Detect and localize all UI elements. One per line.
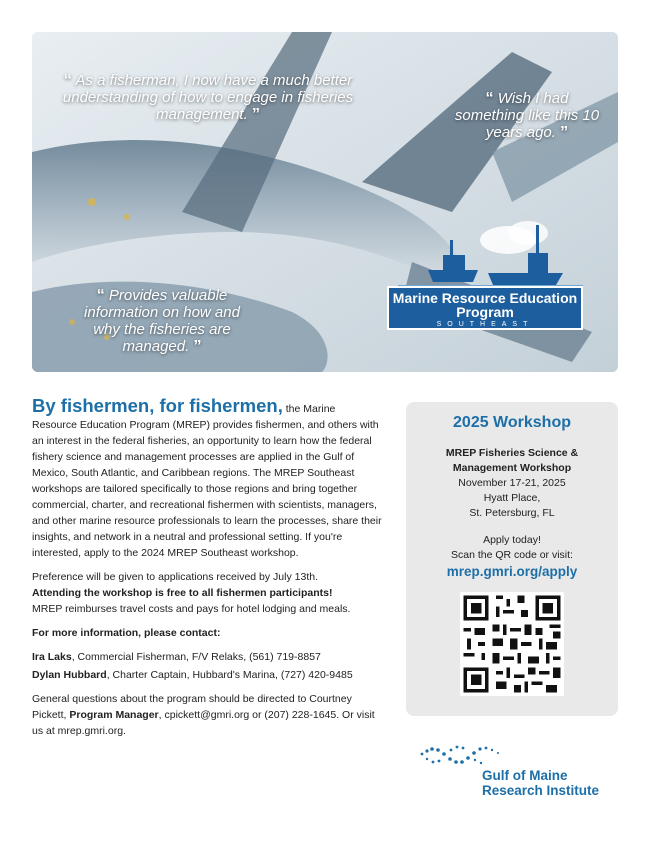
testimonial-quote-3: “ Provides valuable information on how and why the fisheries are managed. ” <box>84 287 240 355</box>
gmri-logo <box>418 740 628 806</box>
apply-link[interactable]: mrep.gmri.org/apply <box>446 564 578 579</box>
testimonial-quote-2: “ Wish I had something like this 10 years ago. ” <box>454 90 600 141</box>
intro-body: the Marine Resource Education Program (MREP) provides fishermen, and others with an interest in the federal fisheries, an opportunity to learn how the federal fishery science and management processes are applied in the Gulf of Mexico, South Atlantic, and Caribbean regions. The MREP Southeast workshops are tailored specifically to those regions and bring together commercial, charter, and recreational fishermen with scientists, managers, and other marine resource professionals to learn the processes, share their insights, and network in a neutral and professional setting. If you're interested, apply to the 2024 MREP Southeast workshop. <box>32 403 382 559</box>
apply-instructions: Apply today! Scan the QR code or visit: <box>451 534 573 561</box>
contact-line <box>32 649 382 665</box>
program-manager-role: Program Manager <box>69 709 159 721</box>
workshop-panel <box>406 402 618 716</box>
lead-headline: By fishermen, for fishermen, <box>32 395 283 416</box>
mrep-logo-title: Marine Resource Education Program <box>392 290 578 320</box>
general-questions: General questions about the program should be directed to Courtney Pickett, Program Manager, cpickett@gmri.org or (207) 228-1645. Or visit us at mrep.gmri.org. <box>32 693 375 737</box>
contact-heading: For more information, please contact: <box>32 627 221 639</box>
preference-note: Preference will be given to applications received by July 13th. <box>32 571 318 583</box>
workshop-name: MREP Fisheries Science & Management Workshop <box>445 447 579 474</box>
mrep-logo-subtitle: SOUTHEAST <box>436 321 534 328</box>
workshop-city: St. Petersburg, FL <box>469 507 555 519</box>
mrep-logo-banner <box>387 286 583 330</box>
contact-name: Dylan Hubbard <box>32 669 107 681</box>
body-text-column <box>32 395 382 747</box>
workshop-venue: Hyatt Place, <box>483 492 541 504</box>
contact-detail: , Commercial Fisherman, F/V Relaks, (561) 719-8857 <box>71 651 321 663</box>
workshop-title: 2025 Workshop <box>453 414 571 431</box>
qr-code-icon[interactable] <box>460 592 564 696</box>
gmri-name: Gulf of Maine Research Institute <box>482 768 600 798</box>
testimonial-quote-1: “ As a fisherman, I now have a much better understanding of how to engage in fisheries management. ” <box>62 72 354 123</box>
workshop-dates: November 17-21, 2025 <box>458 477 566 489</box>
contact-line <box>32 667 382 683</box>
intro-paragraph <box>32 395 382 561</box>
contact-name: Ira Laks <box>32 651 72 663</box>
free-attendance-note: Attending the workshop is free to all fishermen participants! <box>32 587 333 599</box>
reimbursement-note: MREP reimburses travel costs and pays for hotel lodging and meals. <box>32 603 351 615</box>
contact-detail: , Charter Captain, Hubbard's Marina, (727) 420-9485 <box>106 669 353 681</box>
